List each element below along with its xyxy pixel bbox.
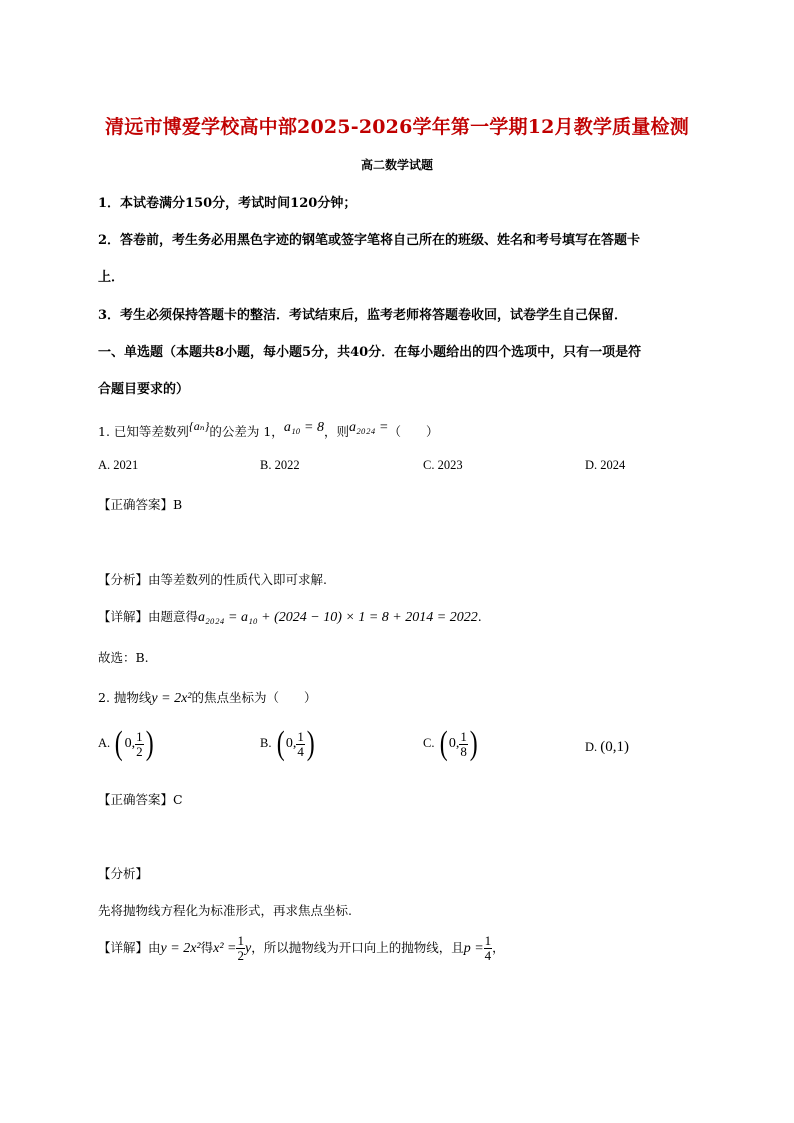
q2-detail-y: y [244, 941, 252, 956]
question-2 [98, 688, 317, 707]
q2-option-d-value: (0,1) [600, 739, 630, 755]
q1-detail-label: 【详解】 [98, 609, 149, 624]
q2-option-c-den: 8 [460, 743, 467, 759]
exam-title: 清远市博爱学校高中部2025-2026学年第一学期12月教学质量检测 [105, 116, 689, 138]
q2-detail-end: ， [492, 940, 505, 955]
q1-option-c: C. 2023 [423, 458, 463, 472]
q2-analysis-label: 【分析】 [98, 866, 149, 881]
q2-option-b-den: 4 [297, 743, 304, 759]
section-heading: 一、单选题（本题共8小题，每小题5分，共40分．在每小题给出的四个选项中，只有一项是符 [98, 345, 642, 360]
q1-comma: ，则 [324, 424, 350, 439]
q1-option-a: A. 2021 [98, 458, 139, 472]
q2-detail-eq1: y = 2x² [160, 941, 201, 956]
q2-option-b-num: 1 [297, 728, 304, 744]
q2-analysis-text: 先将抛物线方程化为标准形式，再求焦点坐标. [98, 903, 352, 918]
q2-detail [98, 934, 505, 963]
q1-option-b: B. 2022 [260, 458, 300, 472]
question-1 [98, 419, 439, 441]
q2-option-d [585, 739, 629, 756]
q2-detail-label: 【详解】 [98, 940, 149, 955]
q2-option-d-label: D. [585, 740, 598, 754]
q2-option-b-zero: 0, [285, 735, 297, 751]
q1-sequence: {aₙ} [188, 419, 210, 433]
q1-paren: （ ） [388, 424, 439, 439]
q1-condition: a₁₀ = 8 [283, 420, 324, 435]
q1-lead: 1. 已知等差数列 [98, 424, 189, 439]
instruction-2: 2．答卷前，考生务必用黑色字迹的钢笔或签字笔将自己所在的班级、姓名和考号填写在答题卡 [98, 233, 641, 248]
q1-detail-math: a₂₀₂₄ = a₁₀ + (2024 − 10) × 1 = 8 + 2014 = 2022 [198, 610, 478, 625]
q2-option-a-label: A. [98, 735, 111, 750]
q1-detail-end: . [477, 609, 482, 624]
q1-analysis [98, 570, 327, 588]
q2-option-c-zero: 0, [448, 735, 460, 751]
q2-option-a: A. ( 0, $\frac{1}{2}$ ) [98, 725, 154, 762]
q2-detail-p-num: 1 [484, 933, 492, 948]
q2-tail: 的焦点坐标为（ ） [191, 690, 317, 705]
q2-detail-c: ，所以抛物线为开口向上的抛物线，且 [251, 940, 464, 955]
q2-detail-b: 得 [200, 940, 214, 955]
q1-target: a₂₀₂₄ = [349, 420, 389, 435]
q2-equation: y = 2x² [151, 691, 192, 706]
instruction-1: 1．本试卷满分150分，考试时间120分钟； [98, 196, 357, 211]
q1-mid: 的公差为 1， [209, 424, 284, 439]
q2-detail-a: 由 [148, 940, 161, 955]
q2-option-c-label: C. [423, 735, 435, 750]
q2-option-b: B. ( 0, $\frac{1}{4}$ ) [260, 725, 315, 762]
q1-option-d: D. 2024 [585, 458, 626, 472]
q1-analysis-label: 【分析】 [98, 572, 149, 587]
q2-option-c: C. ( 0, $\frac{1}{8}$ ) [423, 725, 478, 762]
q2-option-b-label: B. [260, 735, 272, 750]
q1-answer: 【正确答案】B [98, 497, 183, 512]
q2-detail-p-den: 4 [484, 948, 492, 963]
q2-option-a-zero: 0, [124, 735, 136, 751]
instruction-2-cont: 上． [98, 270, 125, 285]
q2-detail-frac-den: 2 [237, 948, 244, 963]
section-heading-cont: 合题目要求的） [98, 382, 190, 397]
q1-choose: 故选：B. [98, 650, 149, 665]
q2-option-a-num: 1 [136, 728, 143, 744]
q2-detail-p: p = [463, 941, 484, 956]
q1-detail-text: 由题意得 [148, 609, 199, 624]
exam-subtitle: 高二数学试题 [360, 158, 433, 172]
q1-analysis-text: 由等差数列的性质代入即可求解. [148, 572, 327, 587]
q2-detail-frac-num: 1 [237, 933, 244, 948]
q2-option-c-num: 1 [460, 728, 467, 744]
q2-lead: 2. 抛物线 [98, 690, 152, 705]
instruction-3: 3．考生必须保持答题卡的整洁．考试结束后，监考老师将答题卷收回，试卷学生自己保留． [98, 308, 628, 323]
q2-option-a-den: 2 [136, 743, 143, 759]
q2-detail-eq2: x² = [213, 941, 237, 956]
q1-detail [98, 607, 482, 626]
q2-answer: 【正确答案】C [98, 792, 183, 807]
